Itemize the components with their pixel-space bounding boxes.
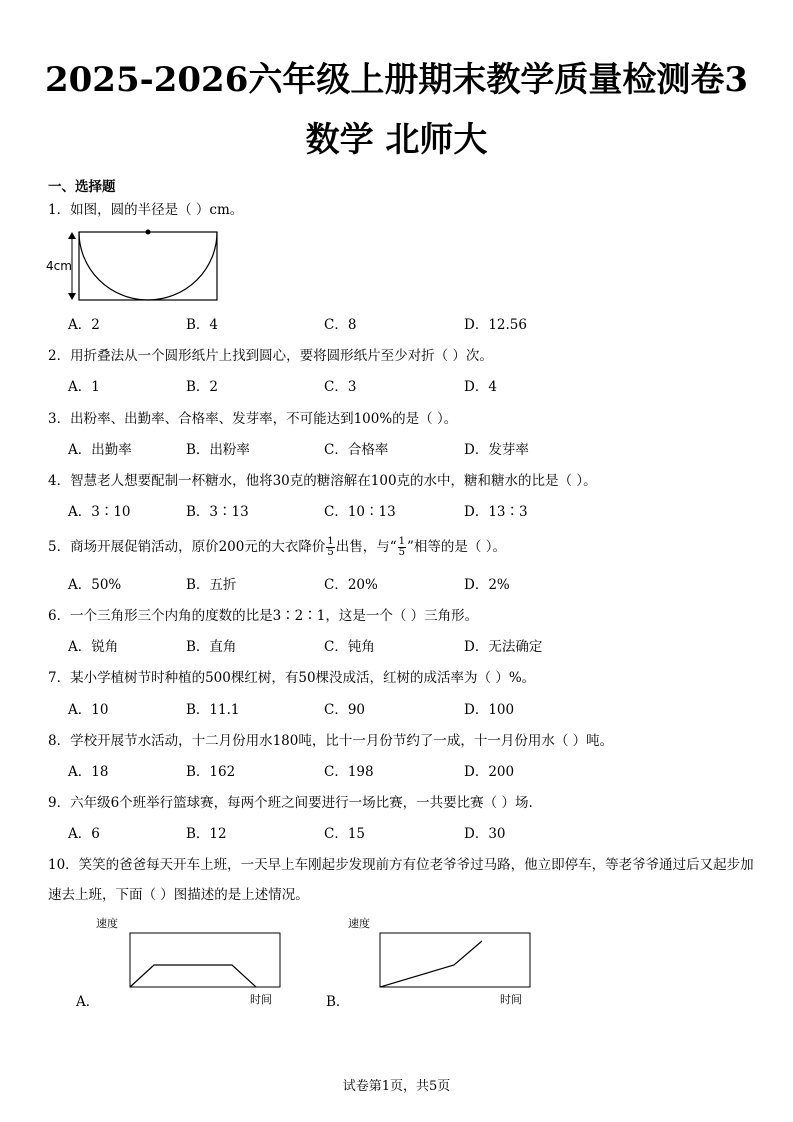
fraction-one-fifth: $\frac{1}{5}$ (327, 536, 334, 558)
graph-b-speed-line (380, 941, 482, 987)
option-d[interactable]: D．200 (464, 764, 515, 780)
option-c[interactable]: C．钝角 (324, 639, 375, 655)
section-heading: 一、选择题 (48, 179, 116, 195)
figure-rectangle (79, 232, 217, 300)
option-a[interactable]: A．18 (68, 764, 109, 780)
page-footer: 试卷第1页，共5页 (342, 1079, 451, 1094)
option-a[interactable]: A．2 (68, 317, 100, 333)
option-d[interactable]: D．13∶3 (464, 504, 528, 520)
option-b[interactable]: B．五折 (186, 577, 237, 593)
option-b[interactable]: B．4 (186, 317, 219, 333)
option-b-label[interactable]: B． (326, 994, 350, 1010)
question-8-stem: 8．学校开展节水活动，十二月份用水180吨，比十一月份节约了一成，十一月份用水（ ）吨。 (48, 733, 614, 749)
option-a[interactable]: A．3∶10 (68, 504, 131, 520)
option-c[interactable]: C．90 (324, 702, 366, 718)
page-title: 2025-2026六年级上册期末教学质量检测卷3 (44, 60, 749, 100)
option-c[interactable]: C．3 (324, 379, 357, 395)
option-d[interactable]: D．4 (464, 379, 497, 395)
graph-b-ylabel: 速度 (348, 917, 370, 930)
option-b[interactable]: B．3∶13 (186, 504, 249, 520)
question-4-stem: 4．智慧老人想要配制一杯糖水，他将30克的糖溶解在100克的水中，糖和糖水的比是（ ）。 (48, 473, 597, 489)
figure-dimension-label: 4cm (46, 259, 72, 273)
question-5-stem-part2: 出售，与“ (335, 539, 397, 555)
question-1-stem: 1．如图，圆的半径是（ ）cm。 (48, 202, 244, 218)
graph-a[interactable] (92, 915, 292, 1007)
question-5-stem-part1: 5．商场开展促销活动，原价200元的大衣降价 (48, 539, 326, 555)
fraction-one-fifth-quoted: $\frac{1}{5}$ (398, 536, 406, 558)
figure-semicircle (79, 232, 217, 300)
question-10-stem: 10．笑笑的爸爸每天开车上班，一天早上车刚起步发现前方有位老爷爷过马路，他立即停车，等老爷爷通过后又起步加速去上班，下面（ ）图描述的是上述情况。 (48, 857, 754, 903)
graph-a-speed-line (130, 965, 256, 987)
option-b[interactable]: B．162 (186, 764, 236, 780)
option-c[interactable]: C．8 (324, 317, 357, 333)
option-a[interactable]: A．10 (68, 702, 109, 718)
option-b[interactable]: B．11.1 (186, 702, 240, 718)
graph-a-xlabel: 时间 (250, 993, 272, 1006)
option-c[interactable]: C．198 (324, 764, 374, 780)
option-b[interactable]: B．2 (186, 379, 219, 395)
option-a[interactable]: A．6 (68, 826, 100, 842)
option-a[interactable]: A．出勤率 (68, 442, 132, 458)
option-b[interactable]: B．12 (186, 826, 227, 842)
option-b[interactable]: B．直角 (186, 639, 237, 655)
page-subtitle: 数学 北师大 (305, 120, 488, 160)
graph-b-frame (380, 933, 530, 987)
question-1-figure (44, 226, 224, 306)
option-d[interactable]: D．12.56 (464, 317, 527, 333)
question-6-stem: 6．一个三角形三个内角的度数的比是3∶2∶1，这是一个（ ）三角形。 (48, 608, 479, 624)
question-5-stem (48, 537, 506, 558)
option-d[interactable]: D．30 (464, 826, 506, 842)
option-b[interactable]: B．出粉率 (186, 442, 250, 458)
graph-a-frame (130, 933, 280, 987)
option-a[interactable]: A．50% (68, 577, 122, 593)
option-a[interactable]: A．1 (68, 379, 100, 395)
option-d[interactable]: D．100 (464, 702, 515, 718)
figure-center-dot (146, 230, 151, 235)
option-c[interactable]: C．合格率 (324, 442, 389, 458)
option-c[interactable]: C．10∶13 (324, 504, 396, 520)
graph-b[interactable] (342, 915, 542, 1007)
question-7-stem: 7．某小学植树节时种植的500棵红树，有50棵没成活，红树的成活率为（ ）%。 (48, 670, 536, 686)
question-5-stem-part3: ”相等的是（ ）。 (407, 539, 506, 555)
graph-b-xlabel: 时间 (500, 993, 522, 1006)
question-9-stem: 9．六年级6个班举行篮球赛，每两个班之间要进行一场比赛，一共要比赛（ ）场. (48, 795, 533, 811)
option-a[interactable]: A．锐角 (68, 639, 119, 655)
option-d[interactable]: D．发芽率 (464, 442, 529, 458)
question-2-stem: 2．用折叠法从一个圆形纸片上找到圆心，要将圆形纸片至少对折（ ）次。 (48, 348, 493, 364)
option-a-label[interactable]: A． (76, 994, 100, 1010)
option-c[interactable]: C．20% (324, 577, 378, 593)
option-c[interactable]: C．15 (324, 826, 366, 842)
question-3-stem: 3．出粉率、出勤率、合格率、发芽率，不可能达到100%的是（ ）。 (48, 411, 458, 427)
graph-a-ylabel: 速度 (96, 917, 118, 930)
option-d[interactable]: D．2% (464, 577, 510, 593)
option-d[interactable]: D．无法确定 (464, 639, 543, 655)
